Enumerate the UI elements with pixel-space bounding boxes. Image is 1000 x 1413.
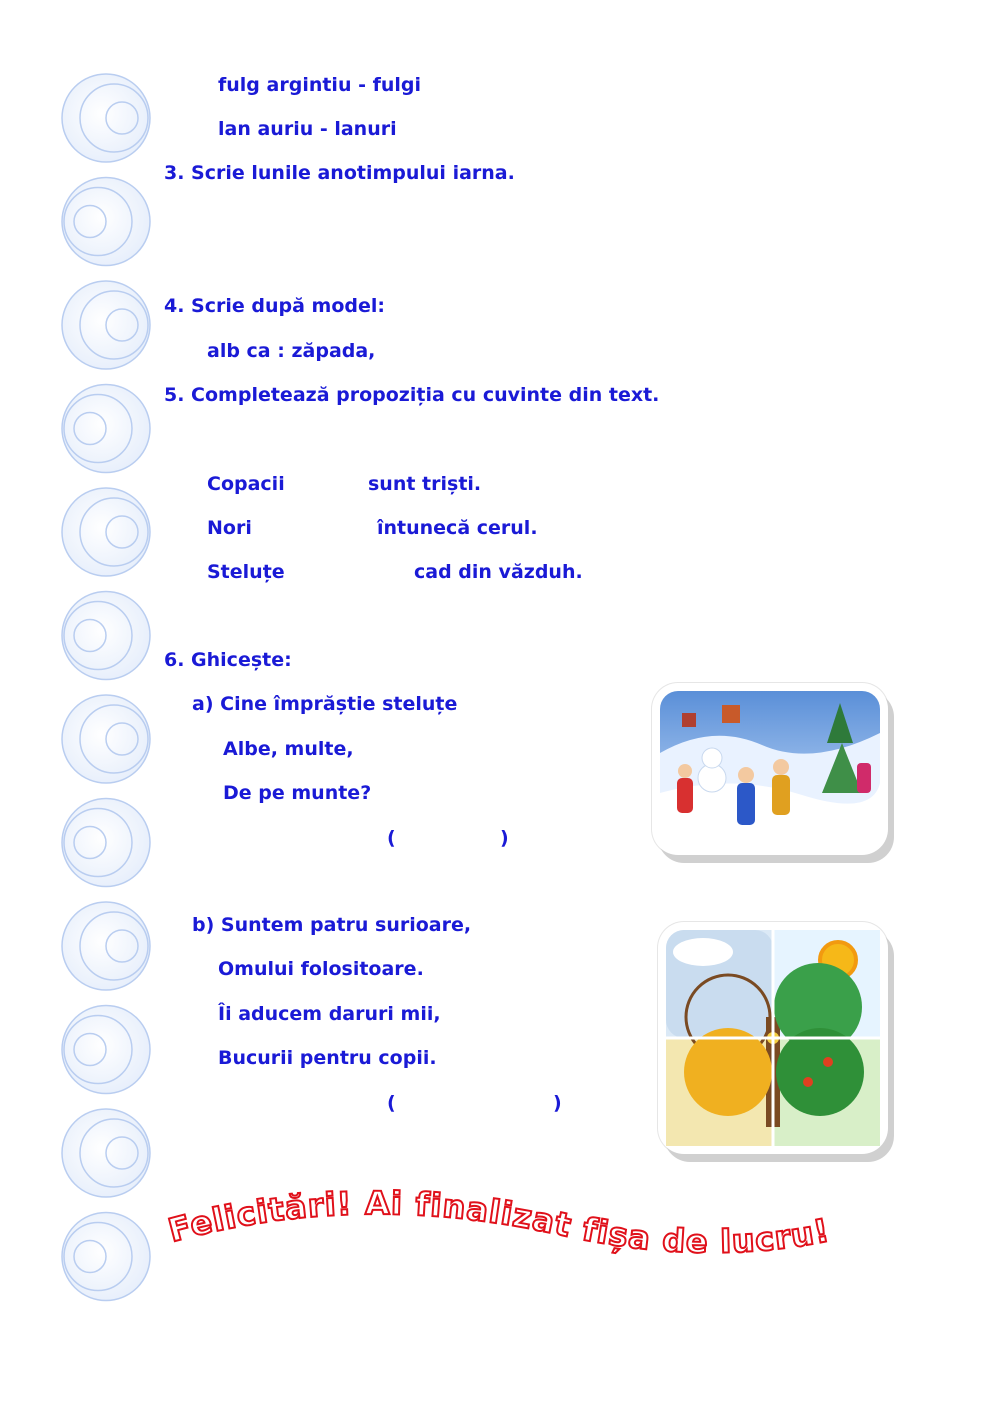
riddle-a-line-3: De pe munte? <box>223 782 372 804</box>
ring-icon <box>62 178 150 266</box>
ring-icon <box>62 592 150 680</box>
ring-icon <box>62 799 150 887</box>
ring-icon <box>62 385 150 473</box>
q5-row2-predicate: întunecă cerul. <box>377 517 538 539</box>
question-5: 5. Completează propoziția cu cuvinte din text. <box>164 384 660 406</box>
riddle-b-line-4: Bucurii pentru copii. <box>218 1047 437 1069</box>
riddle-b-line-3: Îi aducem daruri mii, <box>218 1003 441 1025</box>
q5-row1-predicate: sunt triști. <box>368 473 482 495</box>
riddle-a-line-2: Albe, multe, <box>223 738 354 760</box>
ring-icon <box>62 488 150 576</box>
q5-row1-subject: Copacii <box>207 473 285 495</box>
question-6: 6. Ghicește: <box>164 649 292 671</box>
ring-icon <box>62 281 150 369</box>
q5-row2-subject: Nori <box>207 517 252 539</box>
riddle-b-line-2: Omului folositoare. <box>218 958 424 980</box>
decorative-rings <box>0 0 170 1413</box>
ring-icon <box>62 902 150 990</box>
question-4-example: alb ca : zăpada, <box>207 340 376 362</box>
ring-icon <box>62 695 150 783</box>
ring-icon <box>62 74 150 162</box>
riddle-b-answer-close: ) <box>553 1092 562 1114</box>
ring-icon <box>62 1213 150 1301</box>
riddle-b-line-1: b) Suntem patru surioare, <box>192 914 472 936</box>
four-seasons-image <box>658 922 888 1154</box>
ring-icon <box>62 1109 150 1197</box>
question-4: 4. Scrie după model: <box>164 295 385 317</box>
svg-text:Felicitări! Ai finalizat fișa <box>164 1184 833 1261</box>
riddle-a-line-1: a) Cine împrăștie steluțe <box>192 693 458 715</box>
example-line-1: fulg argintiu - fulgi <box>218 74 422 96</box>
q5-row3-subject: Steluțe <box>207 561 285 583</box>
banner-text: Felicitări! Ai finalizat fișa de lucru! <box>164 1184 833 1261</box>
q5-row3-predicate: cad din văzduh. <box>414 561 583 583</box>
question-3: 3. Scrie lunile anotimpului iarna. <box>164 162 515 184</box>
example-line-2: lan auriu - lanuri <box>218 118 397 140</box>
riddle-a-answer-open: ( <box>387 827 396 849</box>
riddle-a-answer-close: ) <box>500 827 509 849</box>
congratulations-banner <box>160 1180 940 1290</box>
winter-scene-image <box>652 683 888 855</box>
ring-icon <box>62 1006 150 1094</box>
riddle-b-answer-open: ( <box>387 1092 396 1114</box>
